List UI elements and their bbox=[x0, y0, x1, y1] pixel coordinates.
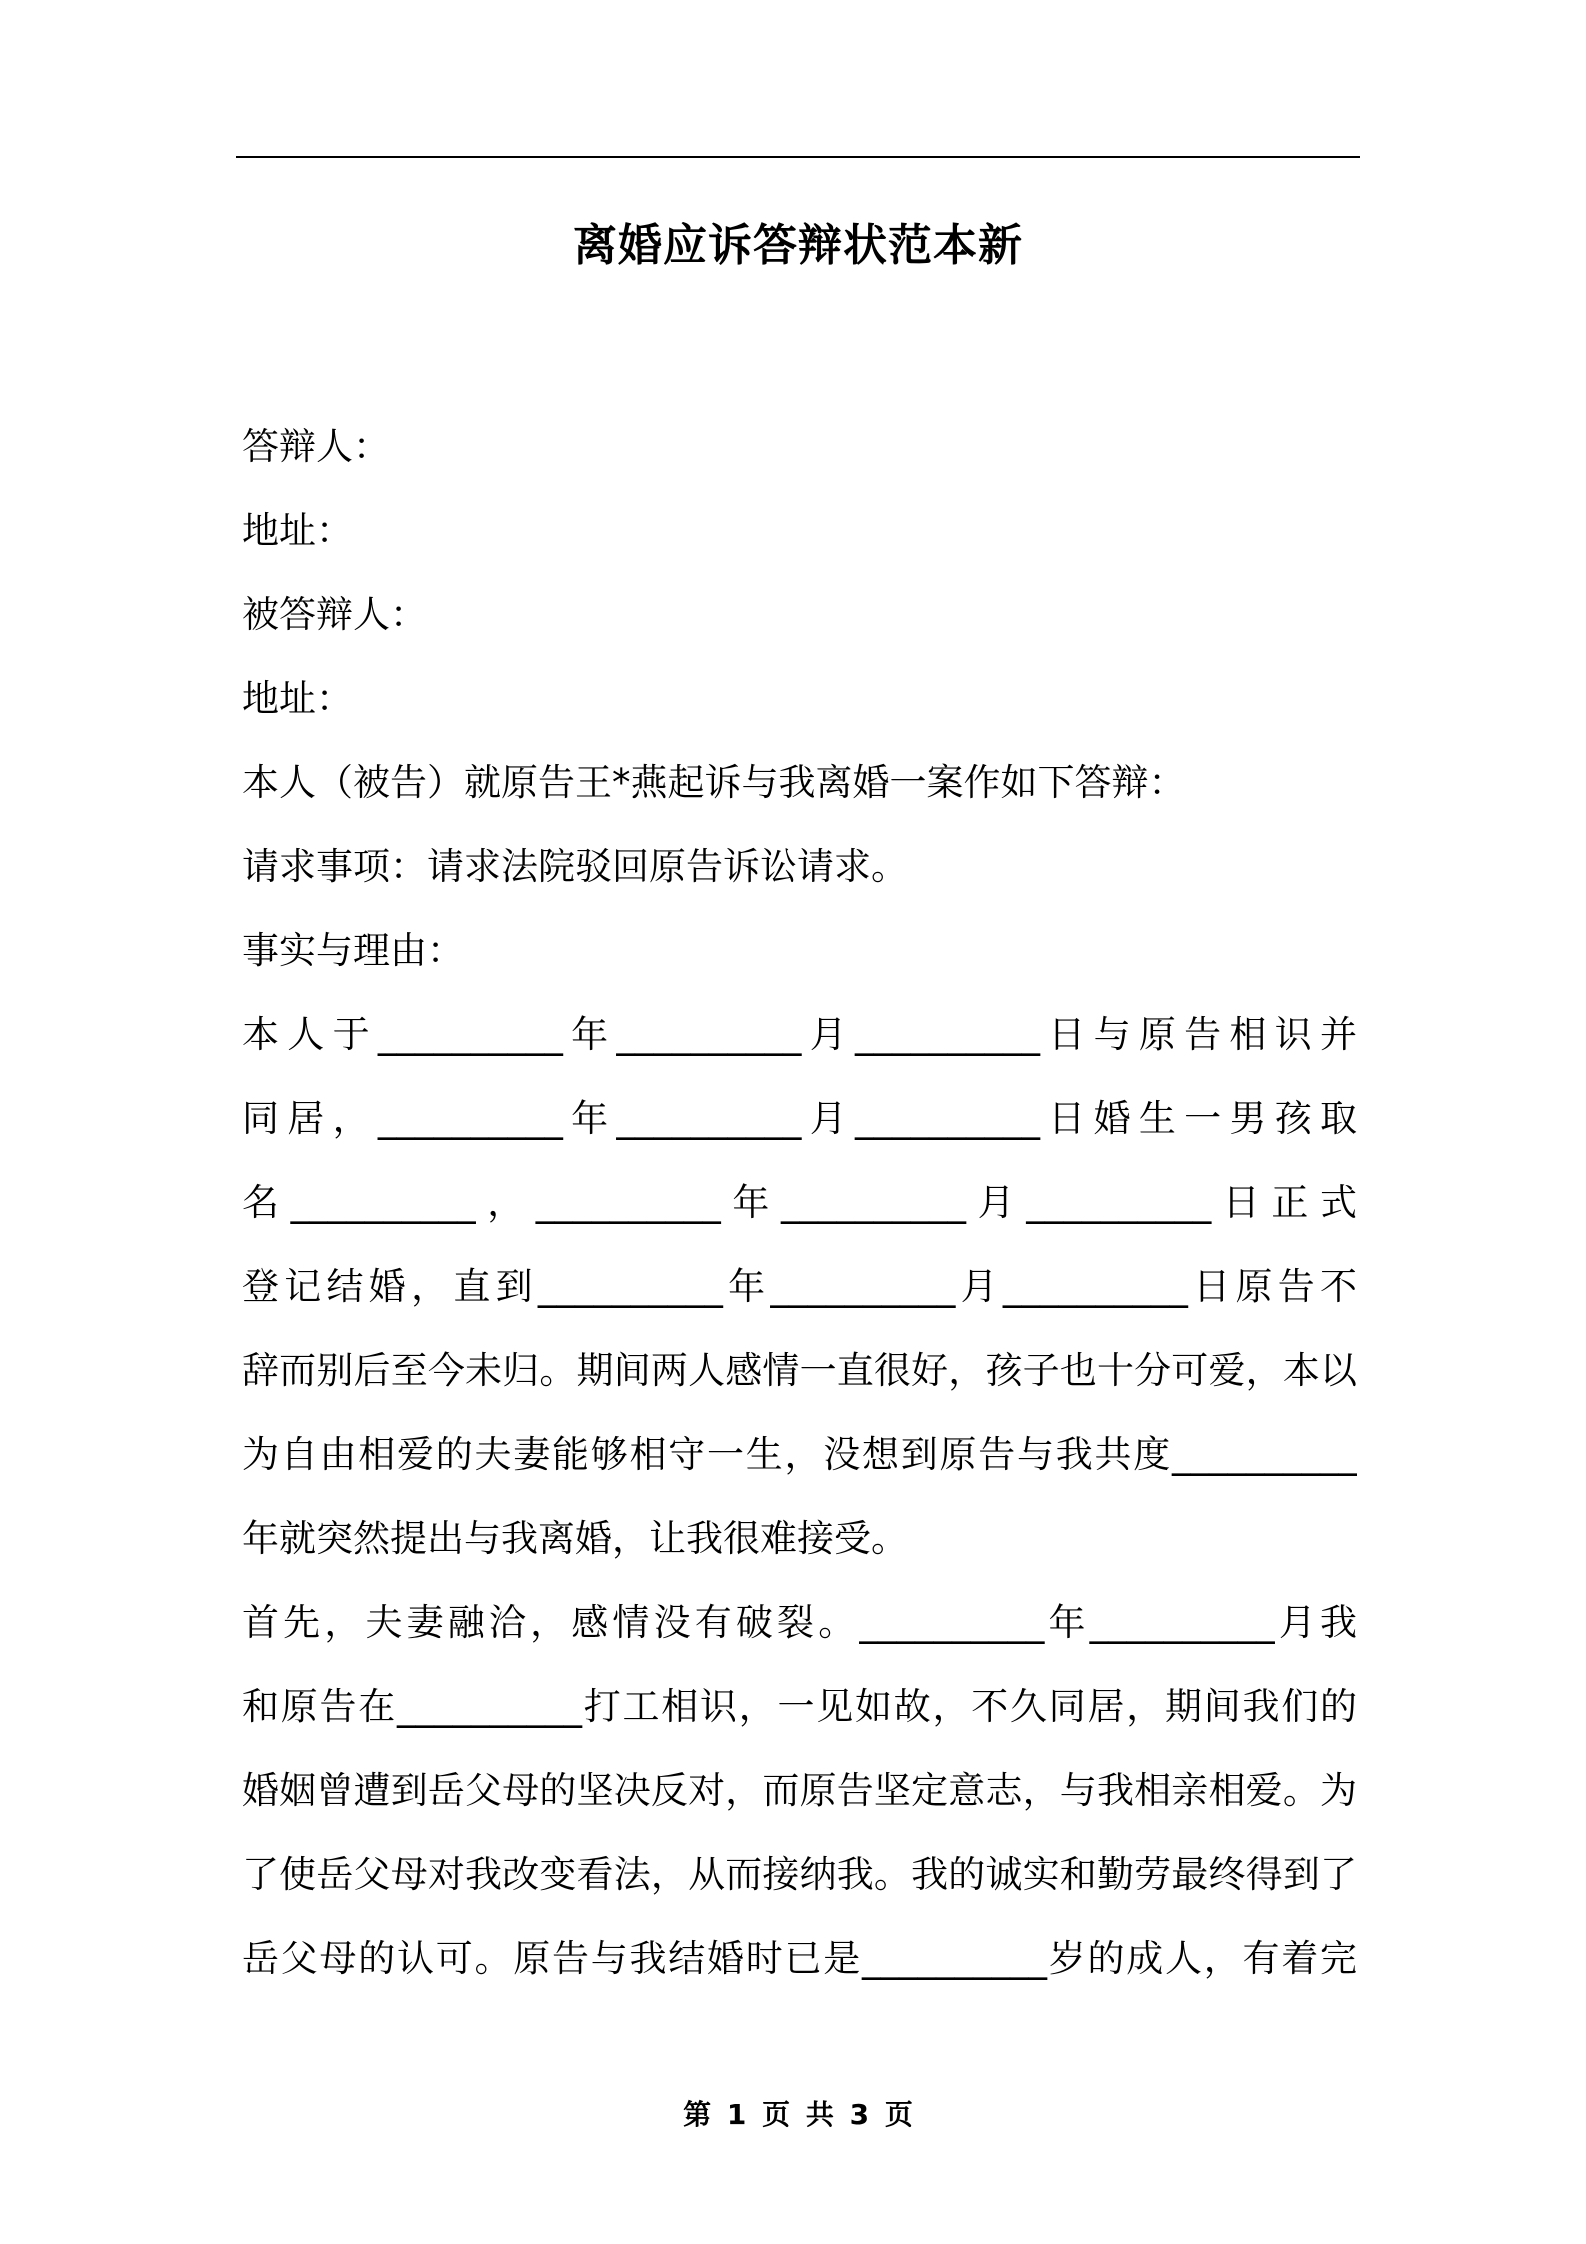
facts-heading: 事实与理由： bbox=[242, 929, 464, 972]
body-line: 年就突然提出与我离婚，让我很难接受。 bbox=[242, 1517, 908, 1560]
body-line: 登记结婚，直到__________年__________月__________日原告不 bbox=[242, 1265, 1357, 1308]
body-line: 同居，__________年__________月__________日婚生一男孩取 bbox=[242, 1097, 1357, 1140]
body-line: 了使岳父母对我改变看法，从而接纳我。我的诚实和勤劳最终得到了 bbox=[242, 1853, 1357, 1896]
petitioner-label: 被答辩人： bbox=[242, 593, 427, 636]
respondent-label: 答辩人： bbox=[242, 425, 390, 468]
body-line: 首先，夫妻融洽，感情没有破裂。__________年__________月我 bbox=[242, 1601, 1357, 1644]
statement-intro: 本人（被告）就原告王*燕起诉与我离婚一案作如下答辩： bbox=[242, 761, 1186, 804]
body-line: 岳父母的认可。原告与我结婚时已是__________岁的成人，有着完 bbox=[242, 1937, 1357, 1980]
document-title: 离婚应诉答辩状范本新 bbox=[573, 220, 1023, 271]
body-line: 为自由相爱的夫妻能够相守一生，没想到原告与我共度__________ bbox=[242, 1433, 1357, 1476]
document-body bbox=[242, 405, 1357, 2001]
petitioner-address-label: 地址： bbox=[242, 677, 353, 720]
page-number: 第 1 页 共 3 页 bbox=[683, 2098, 913, 2131]
request-item: 请求事项：请求法院驳回原告诉讼请求。 bbox=[242, 845, 908, 888]
body-line: 本人于__________年__________月__________日与原告相识并 bbox=[242, 1013, 1357, 1056]
body-line: 婚姻曾遭到岳父母的坚决反对，而原告坚定意志，与我相亲相爱。为 bbox=[242, 1769, 1357, 1812]
body-line: 辞而别后至今未归。期间两人感情一直很好，孩子也十分可爱，本以 bbox=[242, 1349, 1357, 1392]
respondent-address-label: 地址： bbox=[242, 509, 353, 552]
body-line: 名__________，__________年__________月__________日正式 bbox=[242, 1181, 1357, 1224]
header-rule bbox=[236, 156, 1360, 158]
body-line: 和原告在__________打工相识，一见如故，不久同居，期间我们的 bbox=[242, 1685, 1357, 1728]
